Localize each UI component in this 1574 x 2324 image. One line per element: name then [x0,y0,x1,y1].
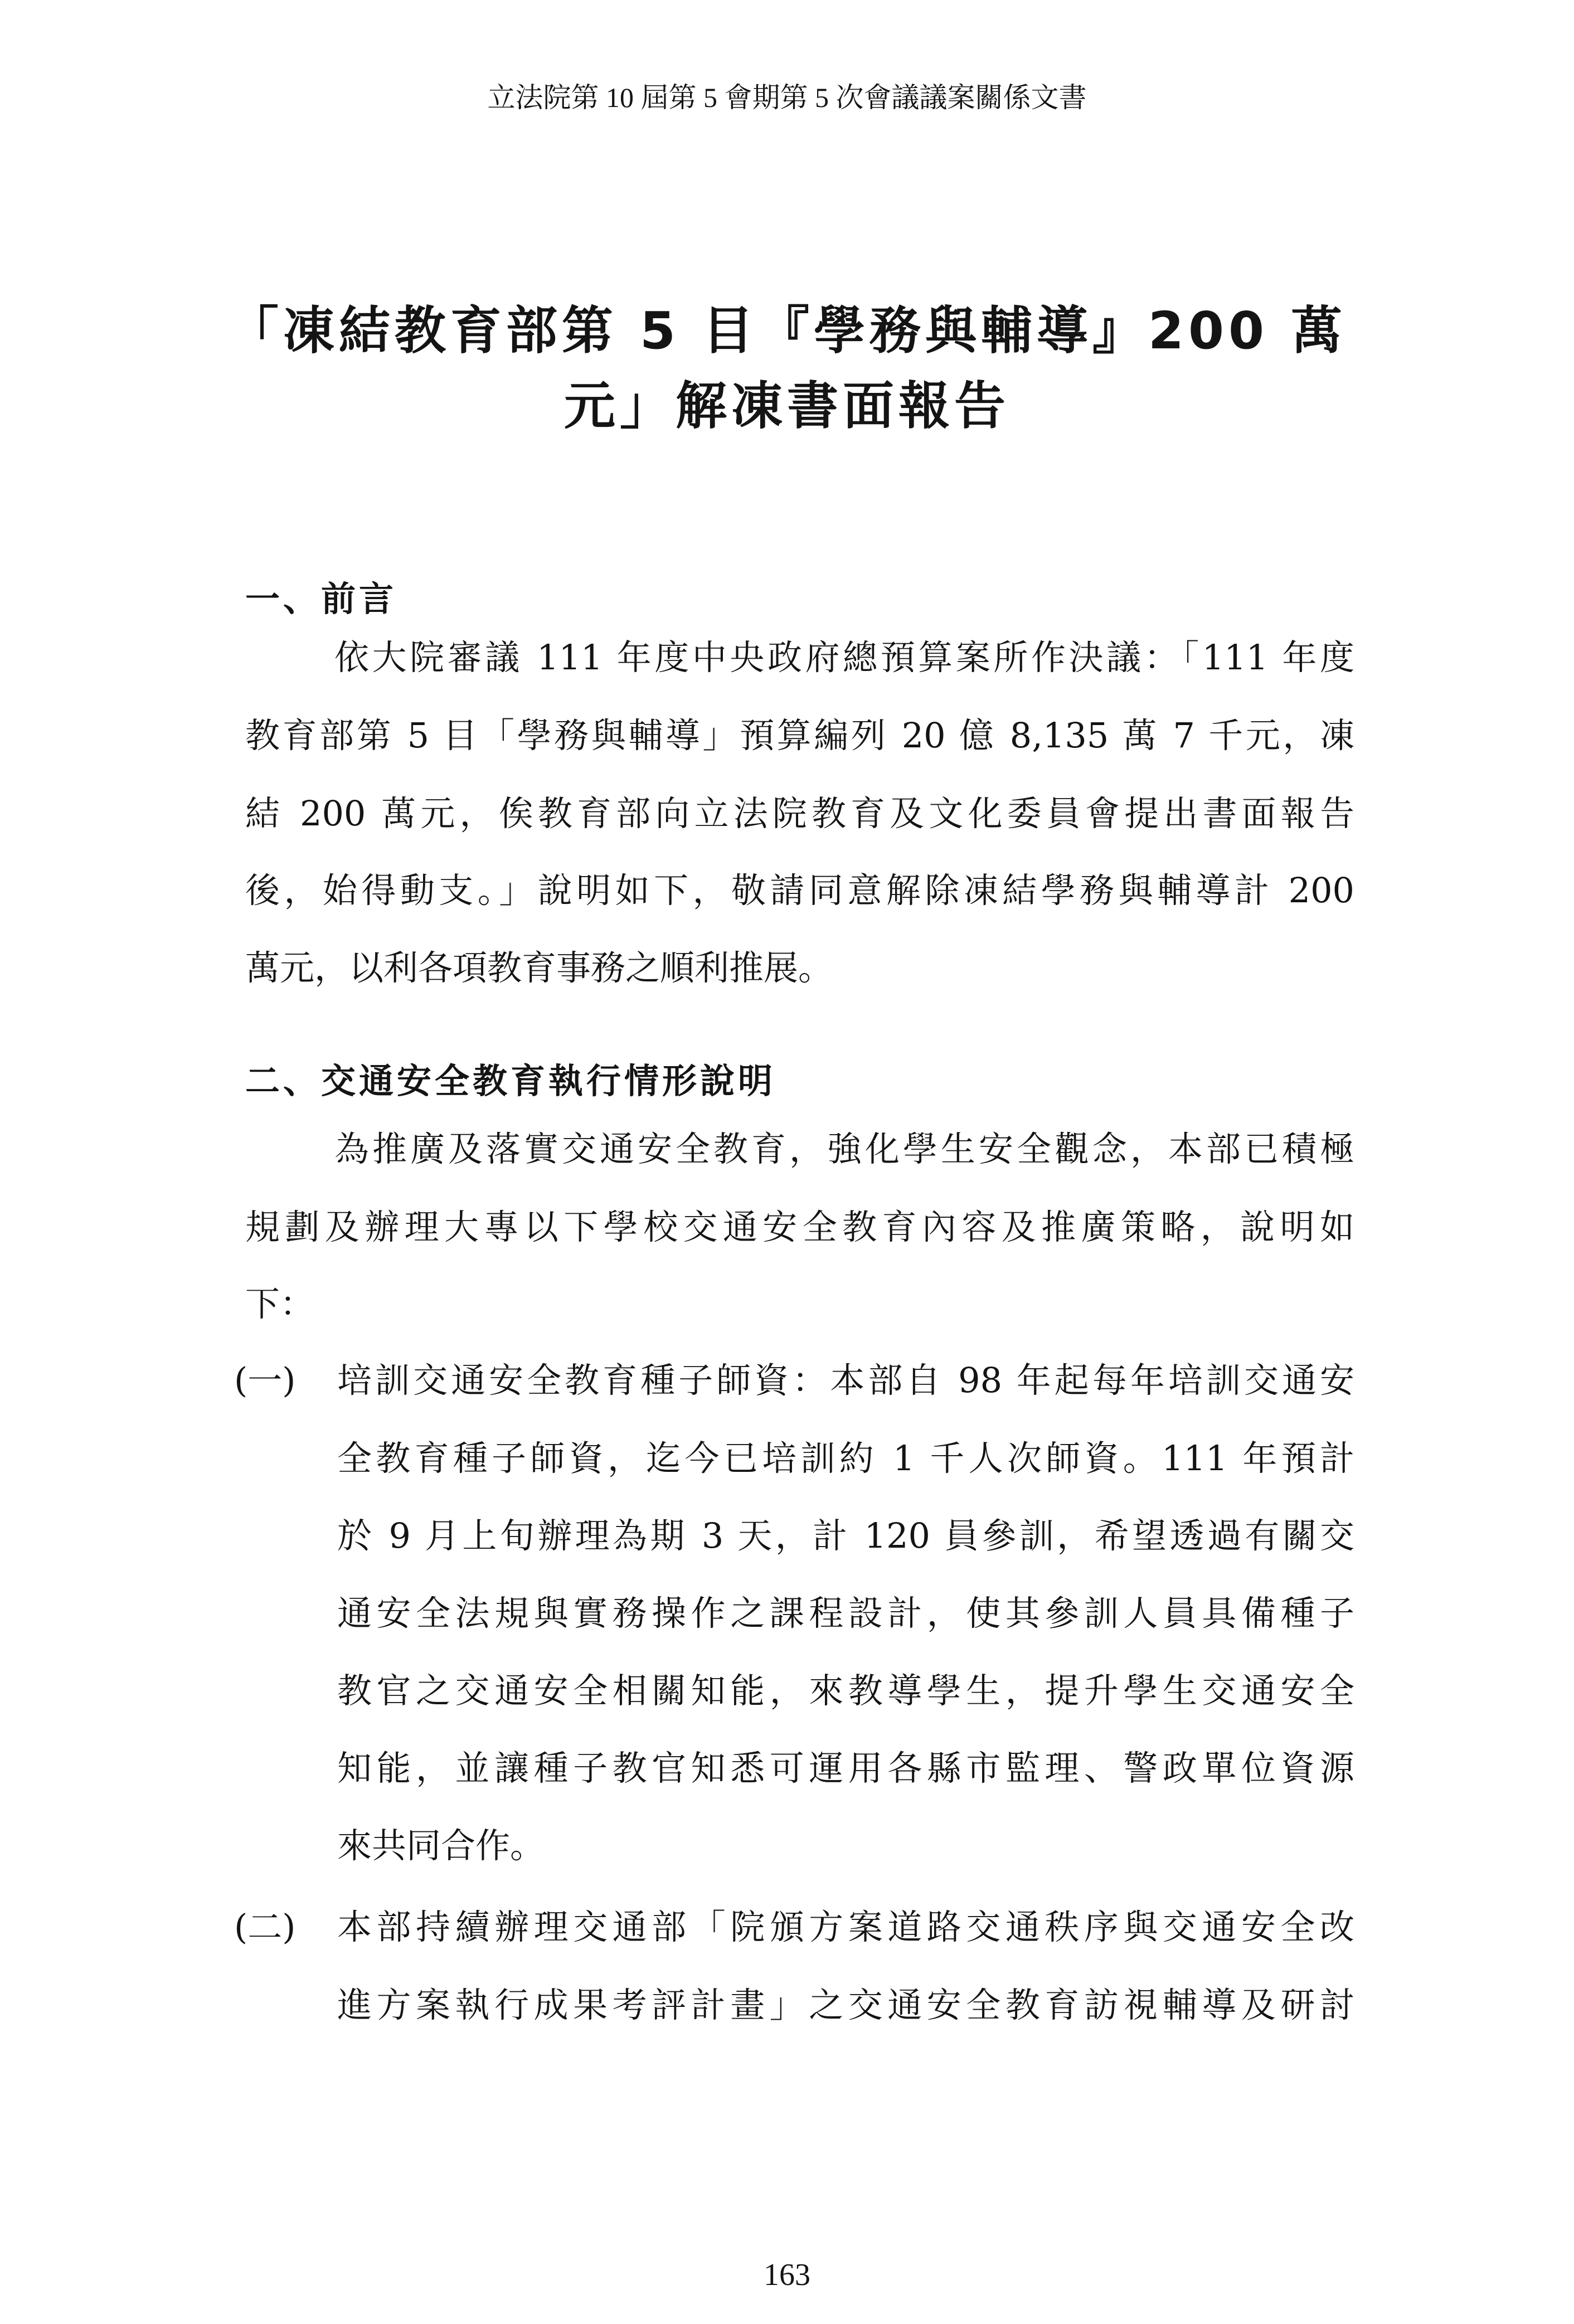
section-heading-preface: 一、前言 [245,578,397,619]
section-heading-traffic-safety: 二、交通安全教育執行情形說明 [245,1061,776,1101]
preface-paragraph-line: 依大院審議 111 年度中央政府總預算案所作決議：「111 年度 [334,637,1354,678]
preface-paragraph-line: 後，始得動支。」說明如下，敬請同意解除凍結學務與輔導計 200 [245,870,1354,911]
traffic-intro-line: 為推廣及落實交通安全教育，強化學生安全觀念，本部已積極 [334,1129,1354,1169]
list-item-line: 知能，並讓種子教官知悉可運用各縣市監理、警政單位資源 [337,1748,1354,1788]
list-item-line: 通安全法規與實務操作之課程設計，使其參訓人員具備種子 [337,1593,1354,1633]
list-item-line: 教官之交通安全相關知能，來教導學生，提升學生交通安全 [337,1670,1354,1711]
list-item-label: (一) [234,1360,296,1401]
document-title-line-2: 元」解凍書面報告 [563,376,1010,436]
list-item-line: 本部持續辦理交通部「院頒方案道路交通秩序與交通安全改 [337,1907,1354,1947]
list-item-line: 培訓交通安全教育種子師資：本部自 98 年起每年培訓交通安 [337,1360,1354,1401]
traffic-intro-line: 規劃及辦理大專以下學校交通安全教育內容及推廣策略，說明如 [245,1207,1354,1247]
running-header: 立法院第 10 屆第 5 會期第 5 次會議議案關係文書 [487,82,1087,113]
document-title-line-1: 「凍結教育部第 5 目『學務與輔導』200 萬 [227,301,1347,361]
preface-paragraph-line: 萬元，以利各項教育事務之順利推展。 [245,947,833,988]
page-number: 163 [764,2258,810,2292]
list-item-line: 來共同合作。 [337,1825,545,1866]
list-item-line: 全教育種子師資，迄今已培訓約 1 千人次師資。111 年預計 [337,1438,1354,1479]
list-item-label: (二) [234,1907,296,1947]
preface-paragraph-line: 教育部第 5 目「學務與輔導」預算編列 20 億 8,135 萬 7 千元，凍 [245,715,1354,756]
list-item-line: 於 9 月上旬辦理為期 3 天，計 120 員參訓，希望透過有關交 [337,1515,1354,1556]
traffic-intro-line: 下： [245,1283,315,1324]
preface-paragraph-line: 結 200 萬元，俟教育部向立法院教育及文化委員會提出書面報告 [245,793,1354,834]
list-item-line: 進方案執行成果考評計畫」之交通安全教育訪視輔導及研討 [337,1985,1354,2025]
